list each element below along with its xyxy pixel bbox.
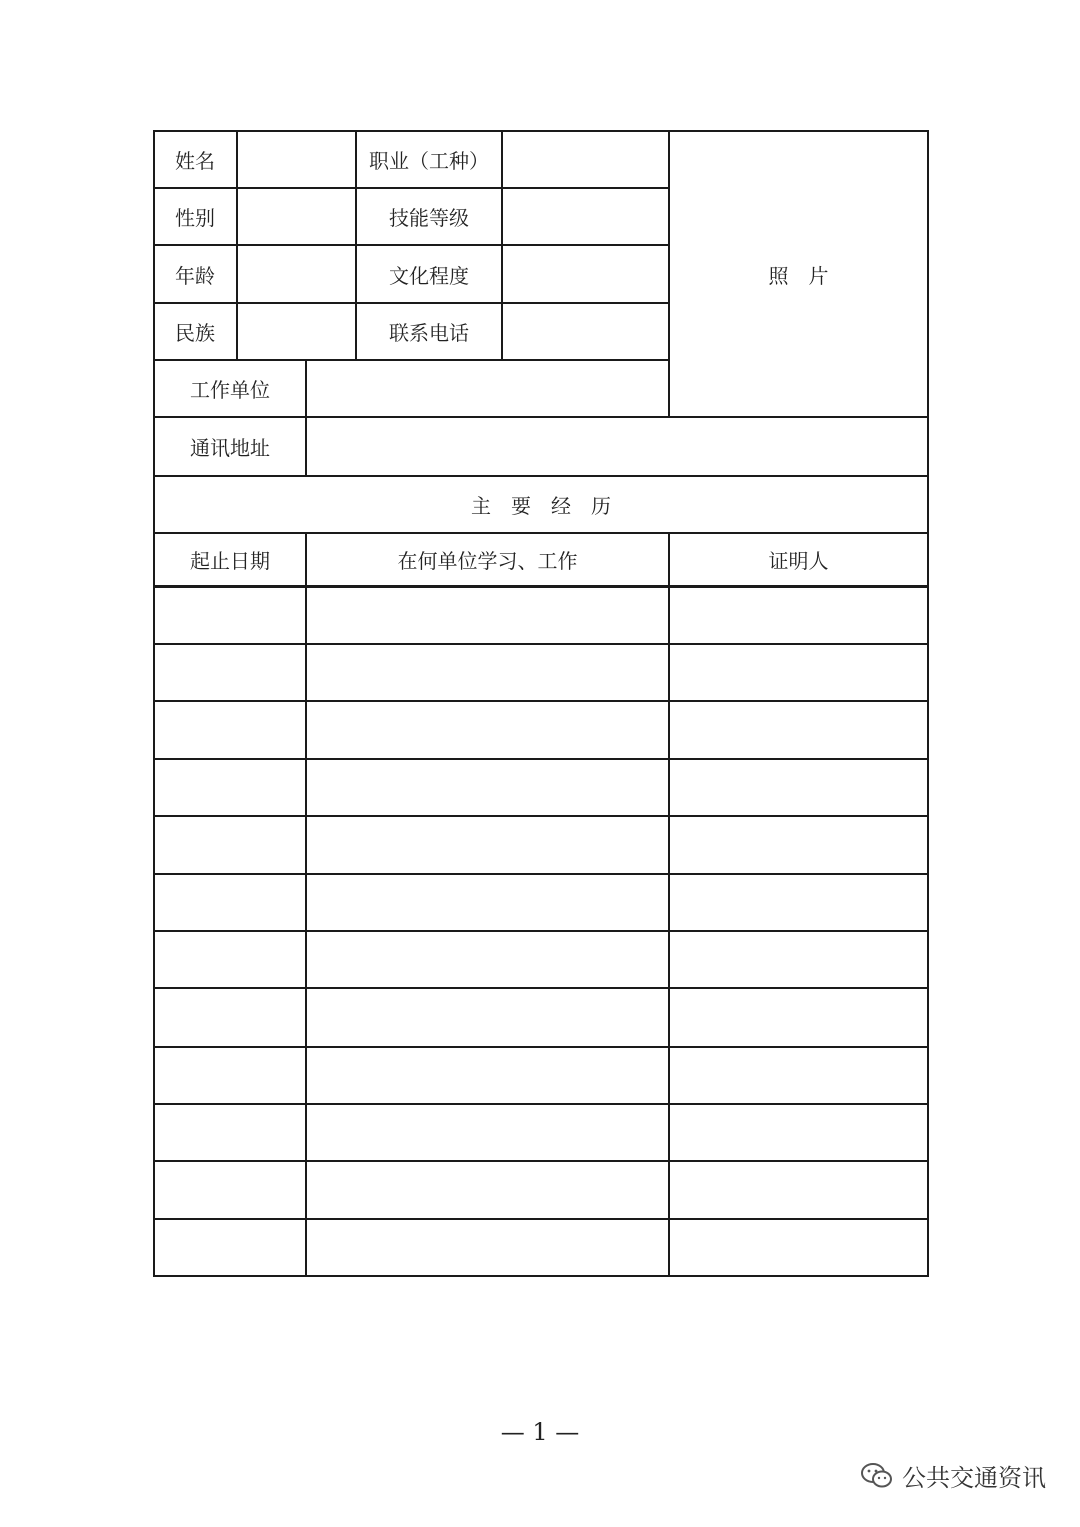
experience-dates-cell[interactable] (154, 816, 306, 874)
work-unit-label: 工作单位 (154, 360, 306, 417)
experience-unit-cell[interactable] (306, 931, 669, 988)
experience-row (154, 701, 928, 759)
address-label: 通讯地址 (154, 417, 306, 475)
skill-level-label: 技能等级 (356, 188, 502, 245)
experience-unit-cell[interactable] (306, 1219, 669, 1276)
name-field[interactable] (237, 131, 356, 188)
experience-dates-cell[interactable] (154, 1104, 306, 1161)
name-label: 姓名 (154, 131, 237, 188)
experience-dates-cell[interactable] (154, 931, 306, 988)
experience-unit-cell[interactable] (306, 988, 669, 1046)
experience-unit-cell[interactable] (306, 1161, 669, 1219)
experience-row (154, 1161, 928, 1219)
experience-dates-cell[interactable] (154, 988, 306, 1046)
age-field[interactable] (237, 245, 356, 303)
education-field[interactable] (502, 245, 669, 303)
experience-unit-cell[interactable] (306, 874, 669, 931)
phone-label: 联系电话 (356, 303, 502, 360)
experience-unit-cell[interactable] (306, 1047, 669, 1104)
ethnicity-label: 民族 (154, 303, 237, 360)
experience-dates-cell[interactable] (154, 1047, 306, 1104)
photo-box[interactable]: 照 片 (669, 131, 928, 417)
skill-level-field[interactable] (502, 188, 669, 245)
experience-witness-cell[interactable] (669, 816, 928, 874)
experience-row (154, 759, 928, 816)
page-number: — 1 — (500, 1418, 580, 1446)
experience-title: 主 要 经 历 (154, 476, 928, 533)
experience-dates-cell[interactable] (154, 874, 306, 931)
gender-label: 性别 (154, 188, 237, 245)
experience-row (154, 988, 928, 1046)
wechat-icon (860, 1461, 894, 1491)
experience-witness-cell[interactable] (669, 701, 928, 759)
experience-witness-cell[interactable] (669, 988, 928, 1046)
experience-witness-cell[interactable] (669, 931, 928, 988)
experience-unit-cell[interactable] (306, 1104, 669, 1161)
experience-row (154, 587, 928, 644)
watermark (860, 1458, 1046, 1493)
experience-row (154, 644, 928, 701)
watermark-text: 公共交通资讯 (902, 1464, 1046, 1492)
experience-witness-cell[interactable] (669, 644, 928, 701)
education-label: 文化程度 (356, 245, 502, 303)
experience-witness-cell[interactable] (669, 874, 928, 931)
experience-dates-cell[interactable] (154, 701, 306, 759)
experience-row (154, 816, 928, 874)
experience-unit-cell[interactable] (306, 644, 669, 701)
experience-witness-cell[interactable] (669, 1161, 928, 1219)
column-header-witness: 证明人 (669, 533, 928, 587)
experience-row (154, 874, 928, 931)
experience-witness-cell[interactable] (669, 1104, 928, 1161)
experience-dates-cell[interactable] (154, 644, 306, 701)
experience-witness-cell[interactable] (669, 759, 928, 816)
experience-witness-cell[interactable] (669, 587, 928, 644)
ethnicity-field[interactable] (237, 303, 356, 360)
experience-row (154, 1104, 928, 1161)
experience-witness-cell[interactable] (669, 1219, 928, 1276)
experience-dates-cell[interactable] (154, 1161, 306, 1219)
address-field[interactable] (306, 417, 928, 475)
experience-dates-cell[interactable] (154, 587, 306, 644)
occupation-field[interactable] (502, 131, 669, 188)
column-header-unit: 在何单位学习、工作 (306, 533, 669, 587)
experience-unit-cell[interactable] (306, 701, 669, 759)
occupation-label: 职业（工种） (356, 131, 502, 188)
experience-row (154, 1219, 928, 1276)
experience-dates-cell[interactable] (154, 1219, 306, 1276)
experience-witness-cell[interactable] (669, 1047, 928, 1104)
column-header-dates: 起止日期 (154, 533, 306, 587)
registration-form (153, 130, 929, 1277)
experience-row (154, 931, 928, 988)
gender-field[interactable] (237, 188, 356, 245)
experience-unit-cell[interactable] (306, 816, 669, 874)
work-unit-field[interactable] (306, 360, 669, 417)
phone-field[interactable] (502, 303, 669, 360)
experience-unit-cell[interactable] (306, 587, 669, 644)
experience-row (154, 1047, 928, 1104)
experience-unit-cell[interactable] (306, 759, 669, 816)
experience-dates-cell[interactable] (154, 759, 306, 816)
age-label: 年龄 (154, 245, 237, 303)
